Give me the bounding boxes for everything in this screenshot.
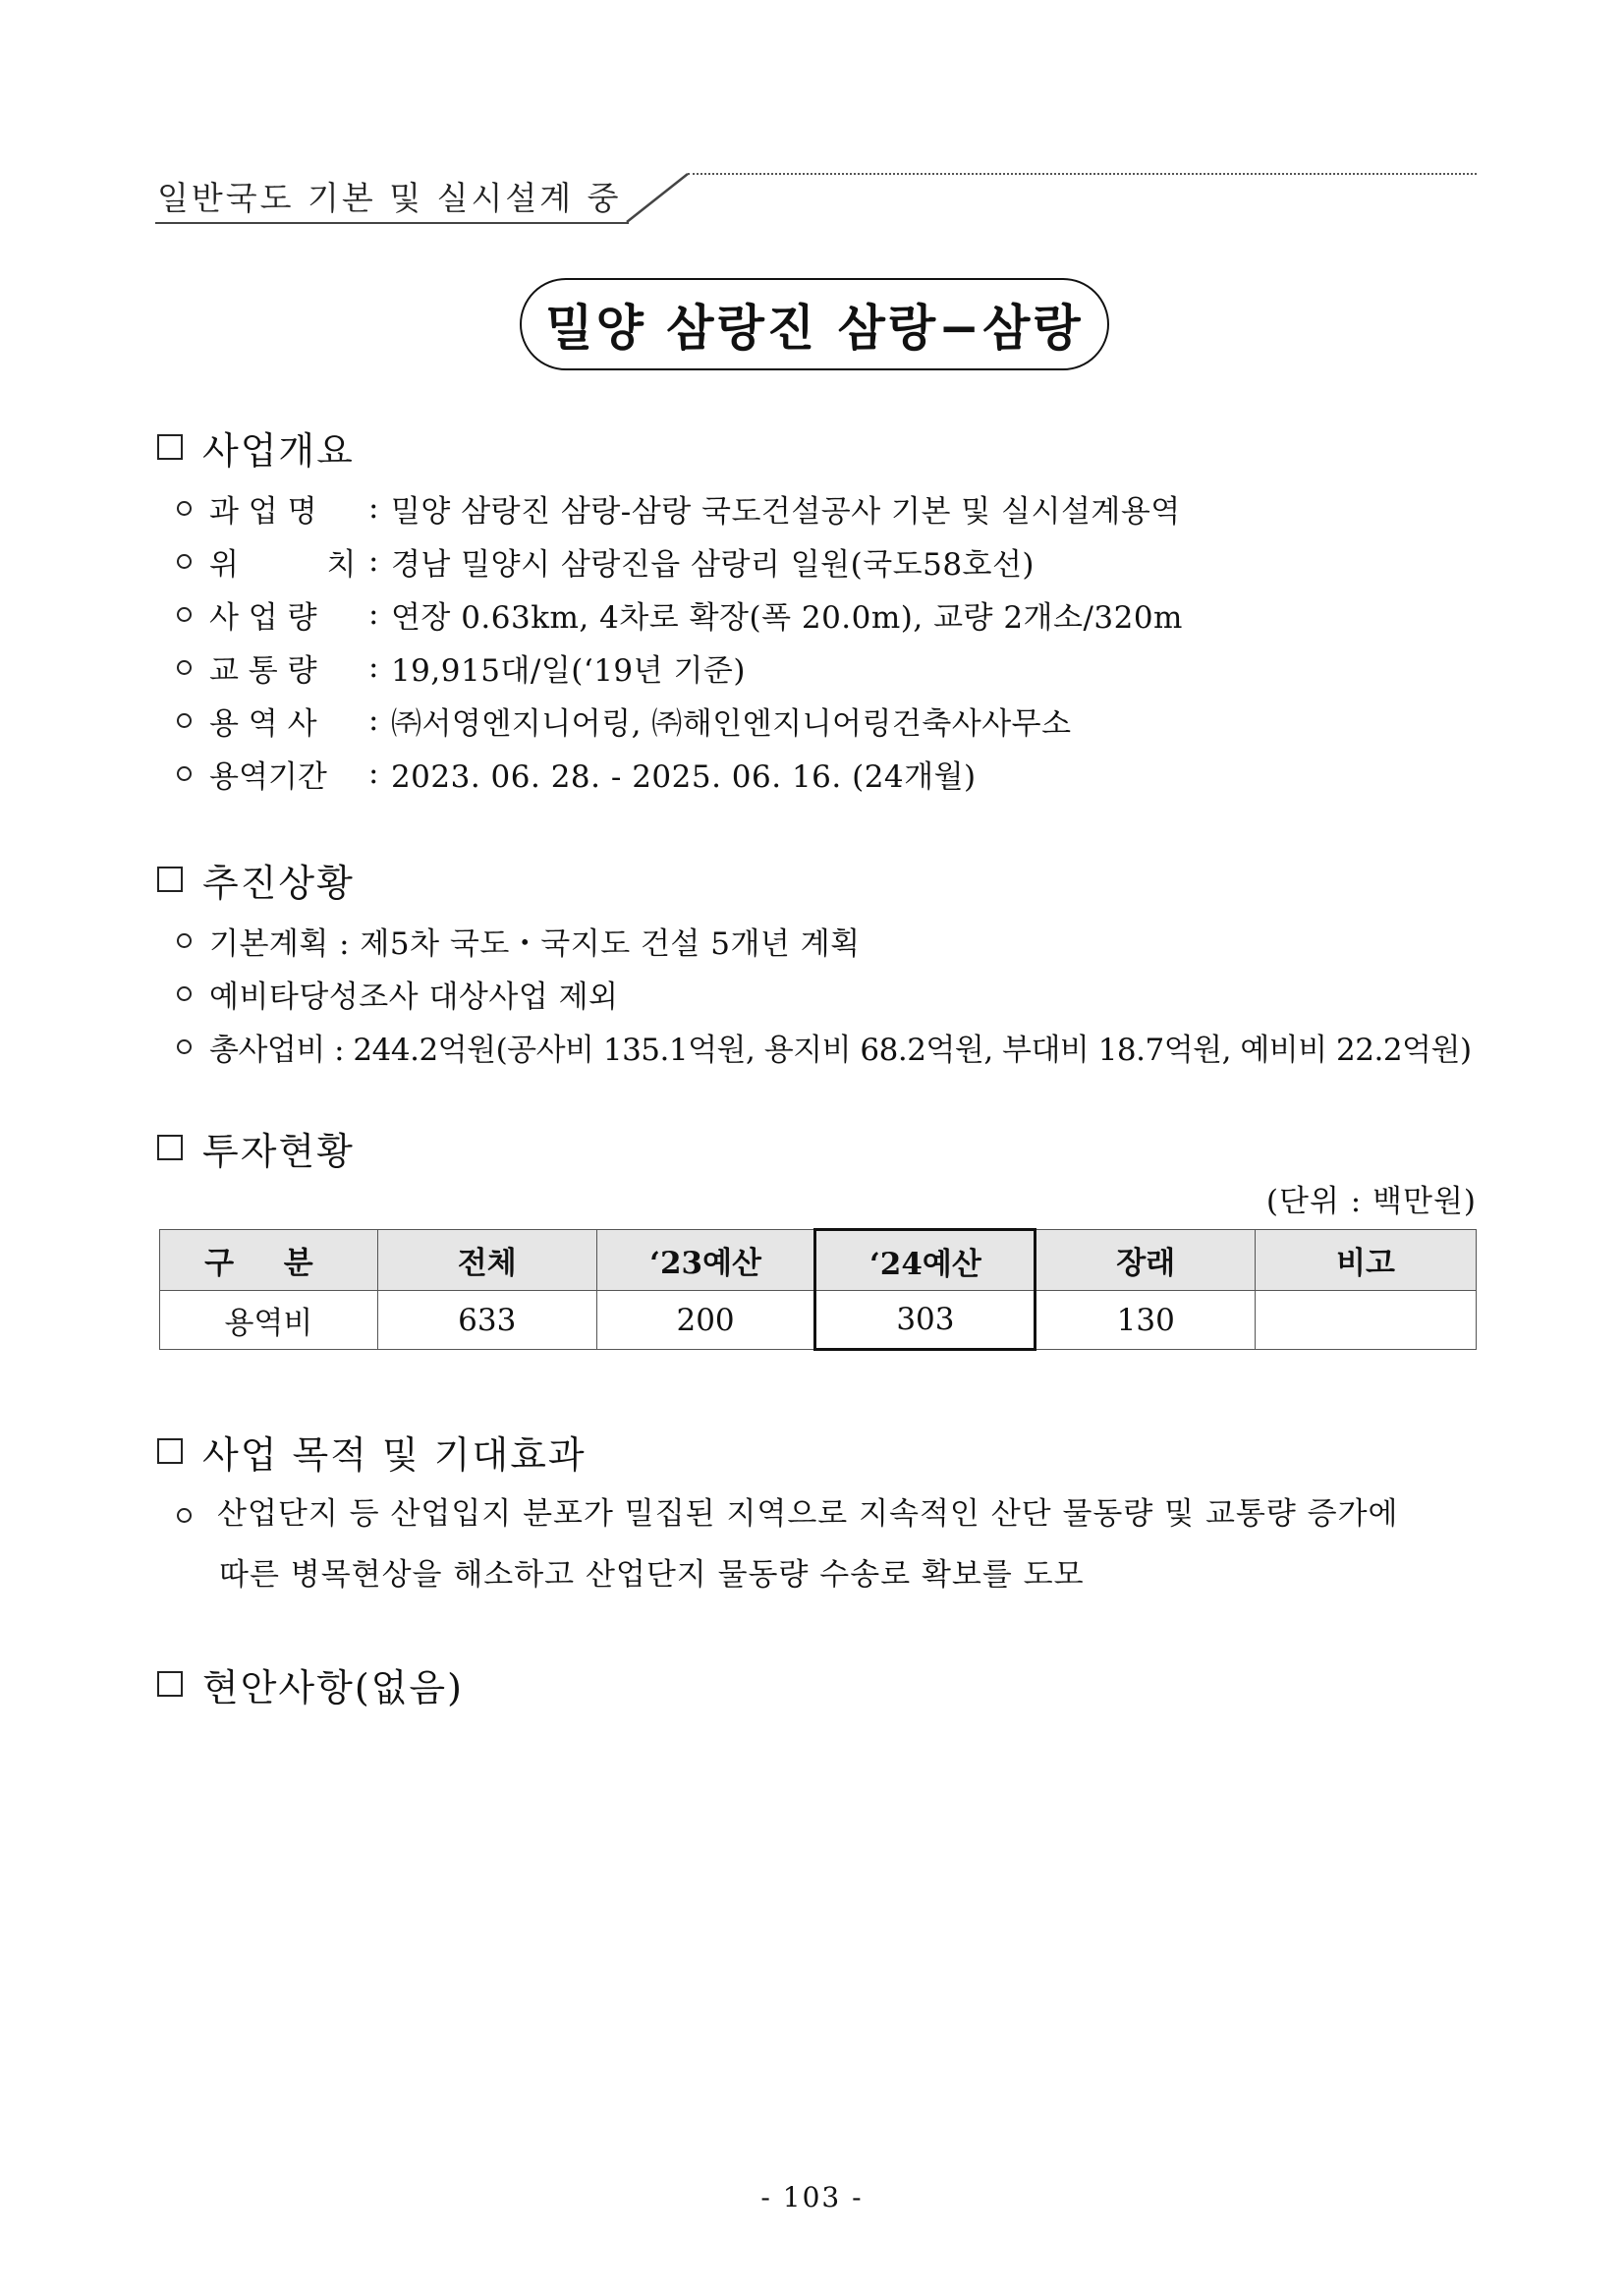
bullet-circle-icon [177,933,192,948]
page-title: 밀양 삼랑진 삼랑−삼랑 [520,278,1109,370]
checkbox-square-icon [157,1135,183,1160]
progress-item: 기본계획 : 제5차 국도・국지도 건설 5개년 계획 [177,918,861,963]
checkbox-square-icon [157,1438,183,1464]
section-progress-heading: 추진상황 [157,856,355,903]
column-header: 전체 [377,1230,596,1291]
column-header: ‘23예산 [596,1230,815,1291]
label-location: 위 치 [209,546,357,583]
header-slant-divider [625,173,690,224]
table-cell-highlighted: 303 [815,1291,1036,1350]
table-cell: 200 [596,1291,815,1350]
overview-item: 교 통 량 : 19,915대/일(‘19년 기준) [177,644,746,690]
overview-item: 과 업 명 : 밀양 삼랑진 삼랑-삼랑 국도건설공사 기본 및 실시설계용역 [177,485,1181,531]
bullet-circle-icon [177,554,192,569]
header-dotted-rule [688,173,1477,175]
checkbox-square-icon [157,867,183,892]
overview-item: 용 역 사 : ㈜서영엔지니어링, ㈜해인엔지니어링건축사사무소 [177,698,1072,743]
unit-note: (단위 : 백만원) [1265,1184,1477,1219]
bullet-circle-icon [177,660,192,675]
overview-item: 사 업 량 : 연장 0.63km, 4차로 확장(폭 20.0m), 교량 2개소/320m [177,591,1183,637]
table-cell: 633 [377,1291,596,1350]
progress-item: 총사업비 : 244.2억원(공사비 135.1억원, 용지비 68.2억원, 부대비 18.7억원, 예비비 22.2억원) [177,1024,1472,1069]
header-category: 일반국도 기본 및 실시설계 중 [157,179,622,217]
bullet-circle-icon [177,607,192,622]
header-underline [155,222,629,224]
overview-item: 용역기간 : 2023. 06. 28. - 2025. 06. 16. (24개월) [177,751,977,796]
table-header-row [160,1230,1477,1291]
column-header: 비고 [1256,1230,1477,1291]
page-number: - 103 - [760,2181,864,2213]
table-cell: 용역비 [160,1291,378,1350]
section-purpose-heading: 사업 목적 및 기대효과 [157,1428,587,1475]
bullet-circle-icon [177,713,192,728]
table-cell [1256,1291,1477,1350]
checkbox-square-icon [157,434,183,460]
investment-table [159,1228,1477,1351]
section-overview-heading: 사업개요 [157,423,355,471]
table-row [160,1291,1477,1350]
column-header: 장래 [1036,1230,1256,1291]
checkbox-square-icon [157,1671,183,1697]
bullet-circle-icon [177,1508,192,1523]
purpose-paragraph: 산업단지 등 산업입지 분포가 밀집된 지역으로 지속적인 산단 물동량 및 교통량 증가에 따른 병목현상을 해소하고 산업단지 물동량 수송로 확보를 도모 [177,1484,1484,1605]
section-issues-heading: 현안사항(없음) [157,1660,464,1708]
bullet-circle-icon [177,1039,192,1054]
bullet-circle-icon [177,986,192,1001]
column-header-highlighted: ‘24예산 [815,1230,1036,1291]
bullet-circle-icon [177,501,192,516]
column-header: 구 분 [160,1230,378,1291]
table-cell: 130 [1036,1291,1256,1350]
bullet-circle-icon [177,766,192,781]
section-investment-heading: 투자현황 [157,1124,355,1171]
progress-item: 예비타당성조사 대상사업 제외 [177,971,619,1016]
overview-item: 위 치 : 경남 밀양시 삼랑진읍 삼랑리 일원(국도58호선) [177,538,1035,584]
